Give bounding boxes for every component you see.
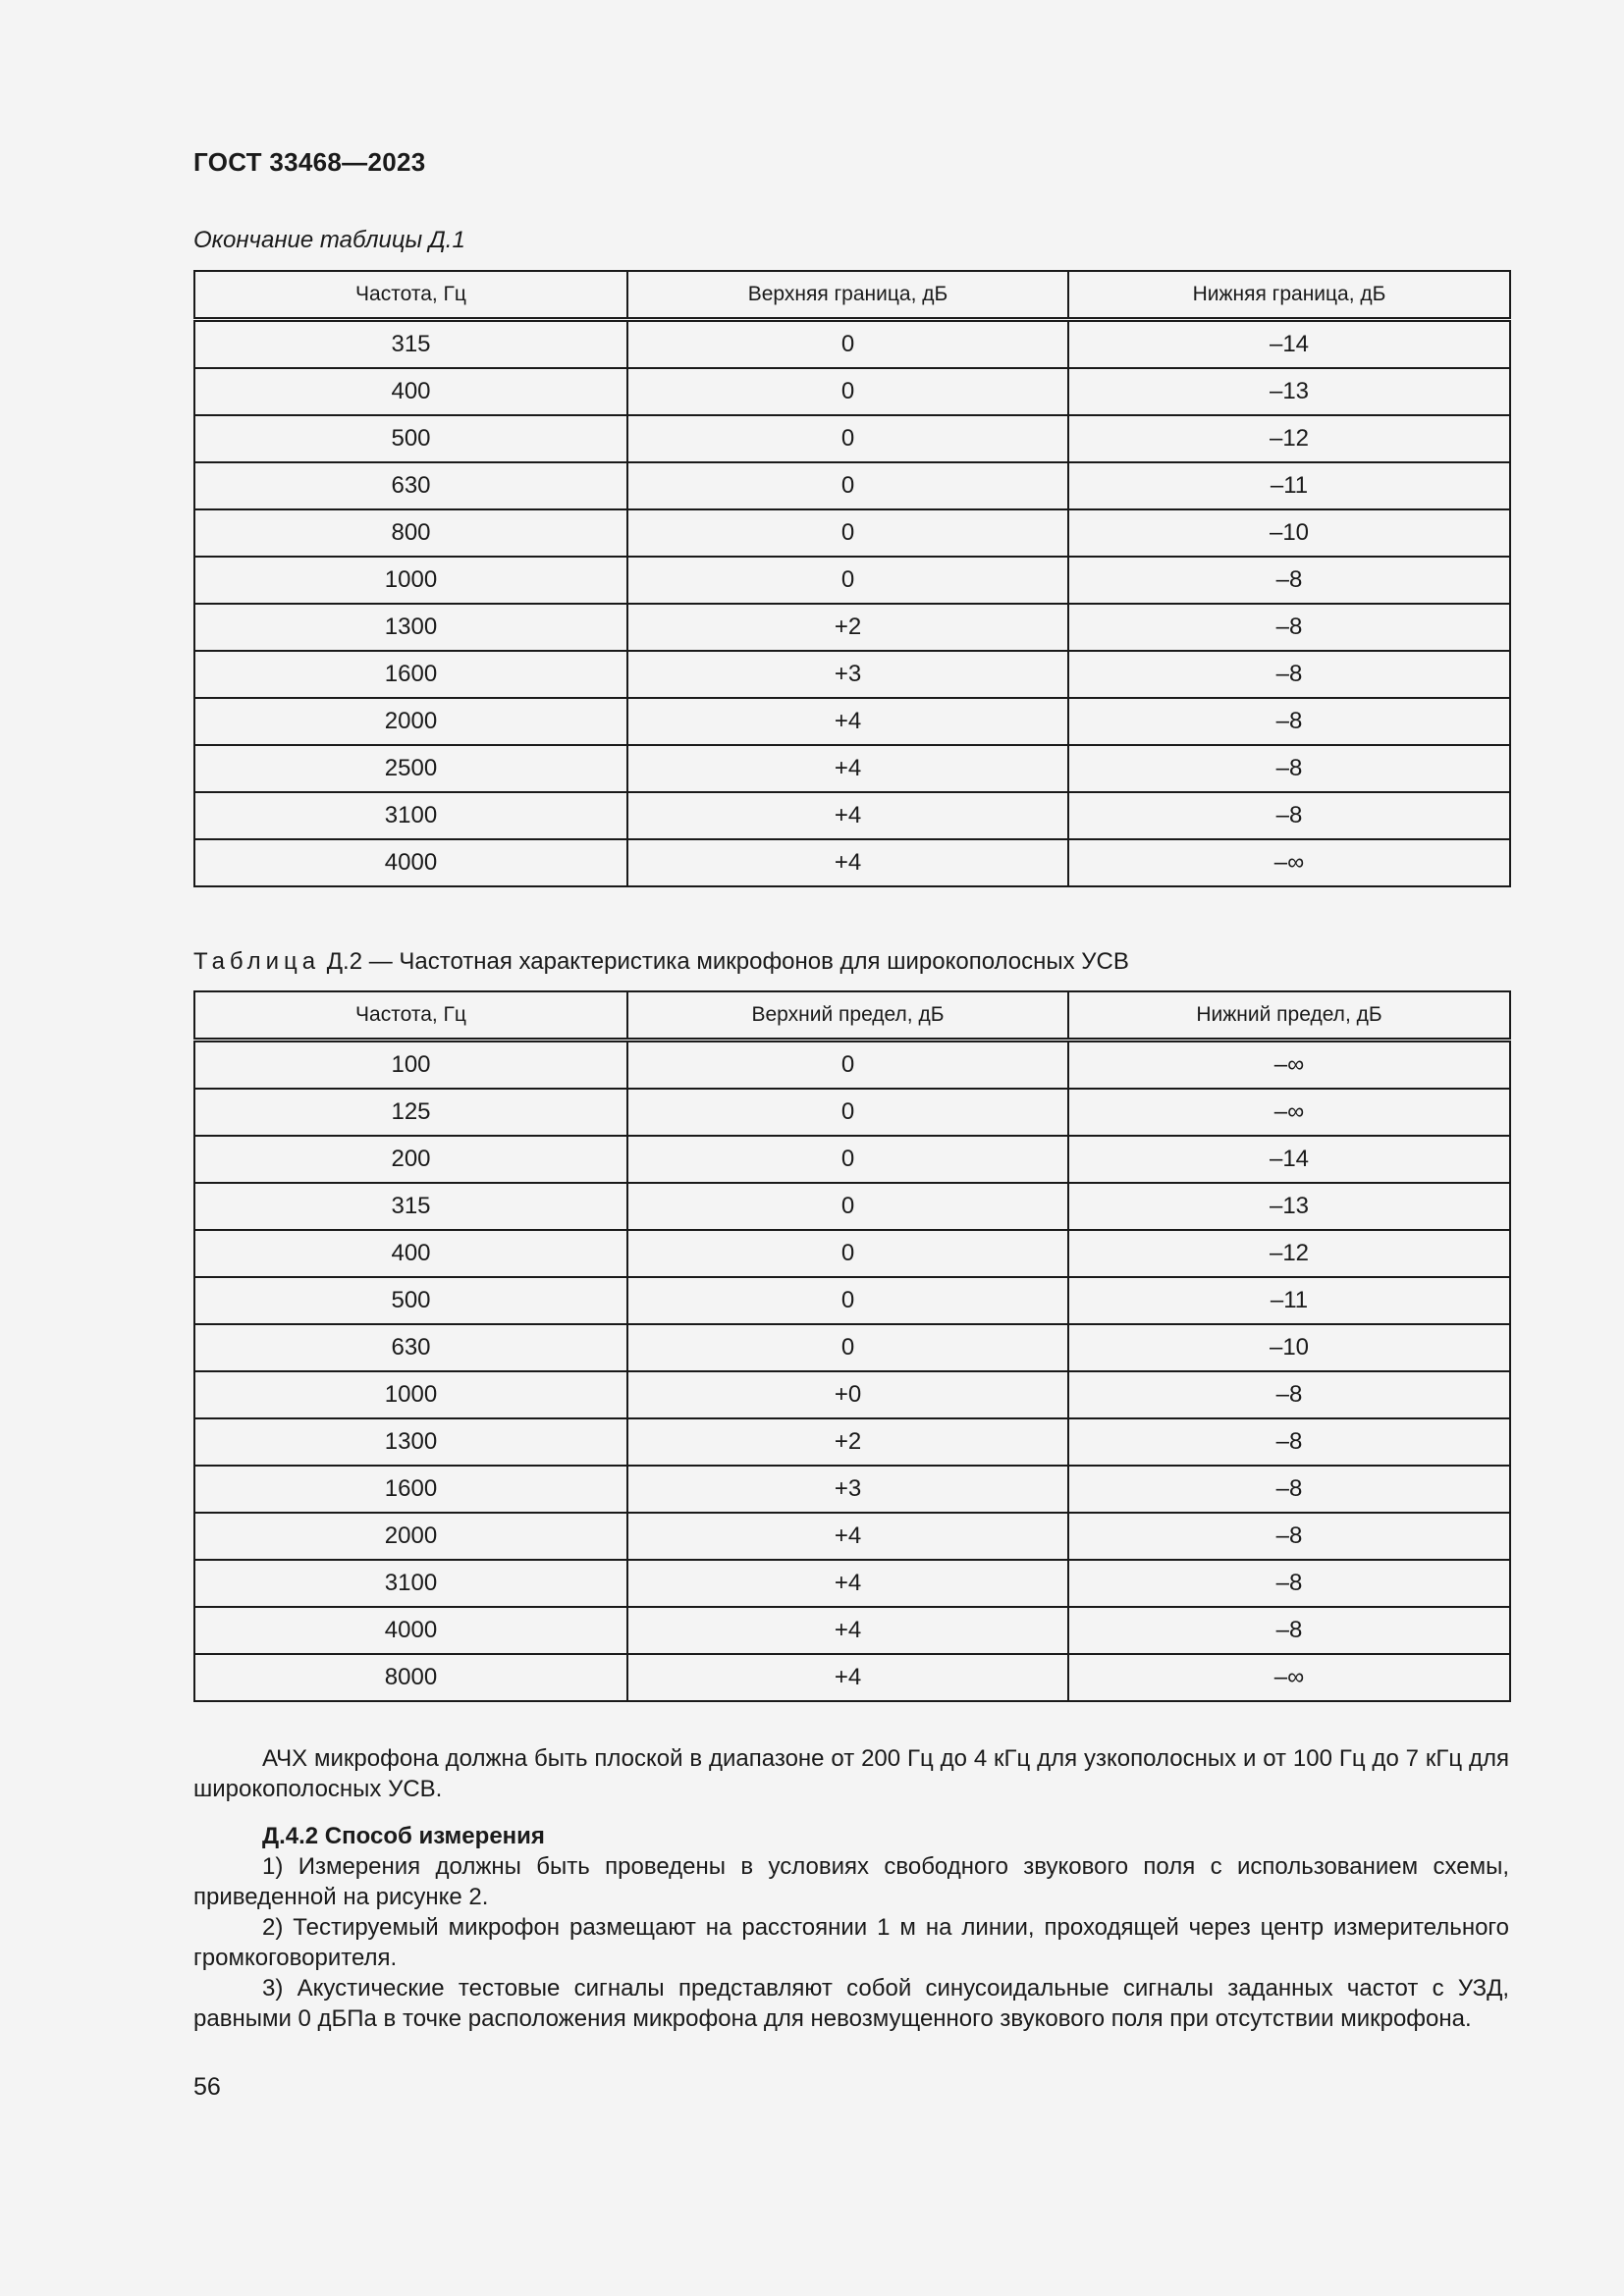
table-row [194,1183,1510,1230]
list-item-text: 3) Акустические тестовые сигналы представляют собой синусоидальные сигналы заданных частот с УЗД, равными 0 дБПа в точке расположения микрофона для невозмущенного звукового поля при отсутствии микрофона. [193,1975,1509,2032]
table-cell: 2000 [194,1513,627,1560]
table1-body [194,320,1510,887]
table-cell: +4 [627,1513,1068,1560]
table-cell: –11 [1068,1277,1510,1324]
table-cell: 0 [627,509,1068,557]
table-row [194,1466,1510,1513]
list-item [193,1973,1509,2034]
list-item-text: 1) Измерения должны быть проведены в условиях свободного звукового поля с использованием схемы, приведенной на рисунке 2. [193,1853,1509,1910]
table2-caption-text: Д.2 — Частотная характеристика микрофонов для широкополосных УСВ [320,948,1129,975]
table-cell: 200 [194,1136,627,1183]
table-cell: 400 [194,1230,627,1277]
table-cell: 3100 [194,1560,627,1607]
table-cell: +4 [627,1560,1068,1607]
table1-header-row [194,271,1510,320]
section-subheading [193,1821,1509,1851]
table-row [194,509,1510,557]
table-row [194,1560,1510,1607]
table-row [194,1371,1510,1418]
column-header: Частота, Гц [194,991,627,1041]
table-cell: –12 [1068,1230,1510,1277]
table-cell: 500 [194,415,627,462]
paragraph-frequency-response [193,1743,1509,1804]
subheading-text: Д.4.2 Способ измерения [262,1823,545,1849]
table-cell: –8 [1068,745,1510,792]
table-cell: 0 [627,1041,1068,1090]
column-header: Верхний предел, дБ [627,991,1068,1041]
table-cell: 8000 [194,1654,627,1701]
table-row [194,1418,1510,1466]
table-cell: –∞ [1068,1041,1510,1090]
table-cell: +4 [627,1654,1068,1701]
table-cell: –10 [1068,1324,1510,1371]
document-header: ГОСТ 33468—2023 [193,147,426,177]
table-row [194,462,1510,509]
table-row [194,1041,1510,1090]
table-cell: –8 [1068,557,1510,604]
page-number: 56 [193,2073,221,2101]
table2 [193,990,1511,1702]
table-cell: –8 [1068,1607,1510,1654]
table-row [194,651,1510,698]
table-cell: –8 [1068,651,1510,698]
table-cell: –11 [1068,462,1510,509]
table-row [194,320,1510,369]
table-row [194,792,1510,839]
table-cell: 4000 [194,839,627,886]
table-cell: 100 [194,1041,627,1090]
table-cell: 0 [627,557,1068,604]
table-cell: +4 [627,745,1068,792]
table-row [194,1607,1510,1654]
table-row [194,698,1510,745]
table-cell: –8 [1068,1418,1510,1466]
table-cell: –8 [1068,1466,1510,1513]
table-cell: 1600 [194,1466,627,1513]
table-cell: –∞ [1068,1654,1510,1701]
table-cell: –12 [1068,415,1510,462]
table-cell: 630 [194,1324,627,1371]
table-cell: +4 [627,1607,1068,1654]
list-item-text: 2) Тестируемый микрофон размещают на расстоянии 1 м на линии, проходящей через центр измерительного громкоговорителя. [193,1914,1509,1971]
table-row [194,604,1510,651]
table-cell: –10 [1068,509,1510,557]
table-cell: 0 [627,1277,1068,1324]
table-cell: 1300 [194,604,627,651]
table2-caption-label: Таблица [193,948,321,975]
table-cell: –8 [1068,604,1510,651]
table-cell: –13 [1068,1183,1510,1230]
table-row [194,368,1510,415]
table-cell: 0 [627,368,1068,415]
table-cell: –8 [1068,698,1510,745]
table-cell: +4 [627,792,1068,839]
table-cell: 2000 [194,698,627,745]
table-cell: 0 [627,1183,1068,1230]
table-row [194,557,1510,604]
table-cell: –14 [1068,320,1510,369]
table-cell: 315 [194,320,627,369]
column-header: Нижняя граница, дБ [1068,271,1510,320]
table-cell: 0 [627,1324,1068,1371]
table-cell: 0 [627,1089,1068,1136]
table-row [194,1136,1510,1183]
paragraph-text: АЧХ микрофона должна быть плоской в диапазоне от 200 Гц до 4 кГц для узкополосных и от 100 Гц до 7 кГц для широкополосных УСВ. [193,1745,1509,1802]
table-cell: –8 [1068,1560,1510,1607]
table-cell: 0 [627,462,1068,509]
list-item [193,1851,1509,1912]
column-header: Частота, Гц [194,271,627,320]
table2-header-row [194,991,1510,1041]
table2-body [194,1041,1510,1702]
table-row [194,415,1510,462]
table-cell: 800 [194,509,627,557]
table-cell: +3 [627,651,1068,698]
column-header: Нижний предел, дБ [1068,991,1510,1041]
table2-caption [193,948,1129,976]
table-cell: 400 [194,368,627,415]
table-row [194,1324,1510,1371]
table-cell: –13 [1068,368,1510,415]
table-row [194,1654,1510,1701]
table-cell: –8 [1068,1371,1510,1418]
table-cell: 630 [194,462,627,509]
table-cell: +2 [627,1418,1068,1466]
table-cell: +4 [627,698,1068,745]
table-cell: 0 [627,1230,1068,1277]
table-cell: –14 [1068,1136,1510,1183]
table-cell: 1000 [194,557,627,604]
table-row [194,1089,1510,1136]
table-cell: –∞ [1068,1089,1510,1136]
list-item [193,1912,1509,1973]
table-cell: 3100 [194,792,627,839]
table-cell: –8 [1068,1513,1510,1560]
table-cell: 315 [194,1183,627,1230]
column-header: Верхняя граница, дБ [627,271,1068,320]
table1 [193,270,1511,887]
table-cell: 4000 [194,1607,627,1654]
table-cell: 1000 [194,1371,627,1418]
table-cell: 125 [194,1089,627,1136]
table-row [194,1277,1510,1324]
table-cell: 0 [627,415,1068,462]
table1-caption: Окончание таблицы Д.1 [193,227,465,253]
table-row [194,1513,1510,1560]
table-cell: –8 [1068,792,1510,839]
table-row [194,1230,1510,1277]
table-cell: 0 [627,320,1068,369]
table-cell: 1300 [194,1418,627,1466]
table-cell: +4 [627,839,1068,886]
table-cell: +2 [627,604,1068,651]
table-cell: +0 [627,1371,1068,1418]
table-cell: –∞ [1068,839,1510,886]
table-cell: 0 [627,1136,1068,1183]
table-cell: 500 [194,1277,627,1324]
table-cell: 1600 [194,651,627,698]
table-cell: +3 [627,1466,1068,1513]
table-row [194,745,1510,792]
table-cell: 2500 [194,745,627,792]
table-row [194,839,1510,886]
